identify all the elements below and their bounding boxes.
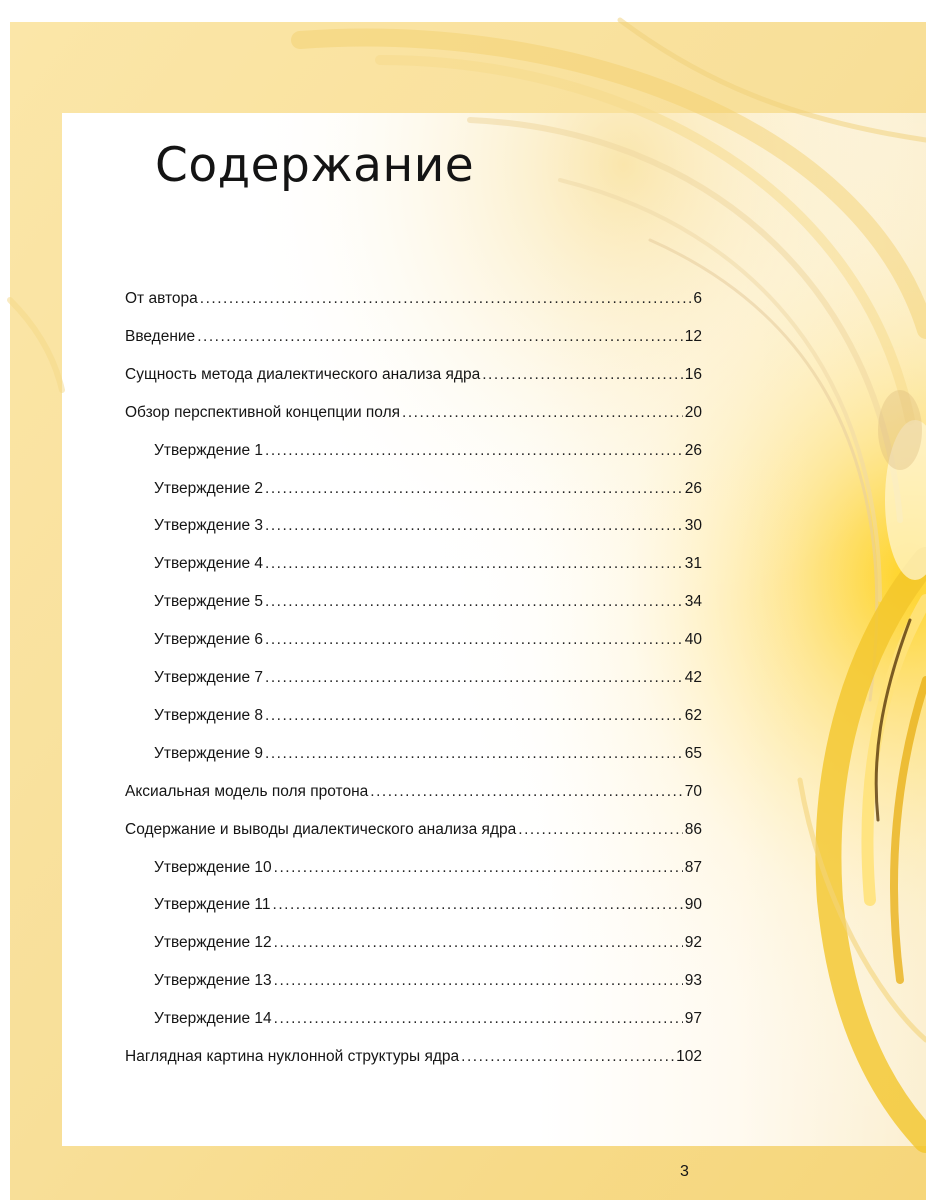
toc-entry-title: Утверждение 11 bbox=[154, 896, 271, 914]
toc-entry-title: Утверждение 6 bbox=[154, 631, 264, 649]
dot-leader bbox=[265, 745, 683, 763]
toc-entry-page: 6 bbox=[693, 290, 702, 307]
toc-entry-page: 40 bbox=[684, 631, 702, 649]
toc-entry[interactable] bbox=[154, 859, 702, 883]
toc-entry-page: 42 bbox=[684, 669, 702, 686]
toc-entry-title: Утверждение 12 bbox=[154, 934, 272, 952]
dot-leader bbox=[265, 631, 683, 649]
dot-leader bbox=[265, 517, 683, 535]
toc-entry-page: 93 bbox=[684, 972, 702, 990]
toc-entry-page: 12 bbox=[684, 327, 702, 345]
toc-entry-page: 102 bbox=[676, 1048, 702, 1065]
dot-leader bbox=[402, 404, 683, 422]
toc-entry-page: 92 bbox=[684, 934, 702, 952]
toc-entry[interactable] bbox=[154, 745, 702, 769]
toc-entry[interactable] bbox=[154, 896, 702, 920]
dot-leader bbox=[274, 859, 683, 877]
toc-entry[interactable] bbox=[154, 517, 702, 541]
toc-entry-title: Сущность метода диалектического анализа ядра bbox=[125, 365, 481, 383]
dot-leader bbox=[518, 821, 683, 839]
toc-entry-title: Утверждение 7 bbox=[154, 669, 264, 686]
toc-entry-title: Утверждение 2 bbox=[154, 479, 264, 497]
toc-entry-title: Утверждение 8 bbox=[154, 706, 264, 724]
toc-entry[interactable] bbox=[154, 707, 702, 731]
toc-entry-title: Введение bbox=[125, 327, 196, 345]
toc-entry-title: Утверждение 13 bbox=[154, 972, 272, 990]
dot-leader bbox=[265, 593, 683, 611]
toc-entry-page: 62 bbox=[684, 706, 702, 724]
toc-entry[interactable] bbox=[154, 442, 702, 466]
dot-leader bbox=[273, 896, 683, 914]
dot-leader bbox=[274, 934, 683, 952]
dot-leader bbox=[200, 290, 692, 308]
toc-entry-title: Наглядная картина нуклонной структуры ядра bbox=[125, 1048, 460, 1065]
toc-entry[interactable] bbox=[154, 1010, 702, 1034]
toc-entry-title: Аксиальная модель поля протона bbox=[125, 782, 369, 800]
page-title: Содержание bbox=[155, 138, 475, 193]
toc-entry-title: Утверждение 10 bbox=[154, 858, 272, 876]
toc-entry-title: Утверждение 14 bbox=[154, 1010, 272, 1028]
toc-entry-page: 26 bbox=[684, 441, 702, 459]
toc-entry-page: 31 bbox=[684, 555, 702, 573]
dot-leader bbox=[265, 669, 683, 687]
toc-entry[interactable] bbox=[125, 1048, 702, 1072]
toc-entry[interactable] bbox=[125, 290, 702, 314]
page-number: 3 bbox=[680, 1163, 689, 1180]
dot-leader bbox=[370, 783, 682, 801]
toc-entry-page: 90 bbox=[684, 896, 702, 914]
toc-entry[interactable] bbox=[154, 480, 702, 504]
toc-entry-title: Утверждение 1 bbox=[154, 441, 264, 459]
toc-entry-page: 20 bbox=[684, 403, 702, 421]
toc-entry[interactable] bbox=[154, 934, 702, 958]
dot-leader bbox=[274, 1010, 683, 1028]
toc-entry-page: 87 bbox=[684, 858, 702, 876]
toc-entry-page: 34 bbox=[684, 593, 702, 611]
toc-entry-page: 86 bbox=[684, 820, 702, 838]
toc-entry-page: 65 bbox=[684, 744, 702, 762]
dot-leader bbox=[265, 707, 683, 725]
dot-leader bbox=[274, 972, 683, 990]
toc-entry[interactable] bbox=[125, 404, 702, 428]
dot-leader bbox=[461, 1048, 674, 1066]
dot-leader bbox=[482, 366, 683, 384]
toc-entry-page: 70 bbox=[684, 782, 702, 800]
toc-entry-title: Утверждение 5 bbox=[154, 593, 264, 611]
dot-leader bbox=[197, 328, 683, 346]
toc-entry-title: Утверждение 4 bbox=[154, 555, 264, 573]
toc-entry[interactable] bbox=[154, 555, 702, 579]
toc-entry[interactable] bbox=[125, 821, 702, 845]
toc-entry[interactable] bbox=[154, 972, 702, 996]
toc-entry[interactable] bbox=[154, 669, 702, 693]
toc-entry-page: 97 bbox=[684, 1010, 702, 1028]
toc-entry[interactable] bbox=[125, 783, 702, 807]
toc-entry-title: Утверждение 3 bbox=[154, 517, 264, 535]
toc-entry[interactable] bbox=[125, 366, 702, 390]
dot-leader bbox=[265, 442, 683, 460]
toc-entry-title: Обзор перспективной концепции поля bbox=[125, 403, 401, 421]
dot-leader bbox=[265, 480, 683, 498]
toc-entry-title: Утверждение 9 bbox=[154, 744, 264, 762]
toc-entry[interactable] bbox=[154, 593, 702, 617]
toc-entry-title: От автора bbox=[125, 290, 198, 307]
toc-entry-page: 16 bbox=[684, 365, 702, 383]
toc-entry-page: 30 bbox=[684, 517, 702, 535]
dot-leader bbox=[265, 555, 683, 573]
toc-entry[interactable] bbox=[125, 328, 702, 352]
toc-entry[interactable] bbox=[154, 631, 702, 655]
toc-entry-title: Содержание и выводы диалектического анализа ядра bbox=[125, 820, 517, 838]
toc-entry-page: 26 bbox=[684, 479, 702, 497]
